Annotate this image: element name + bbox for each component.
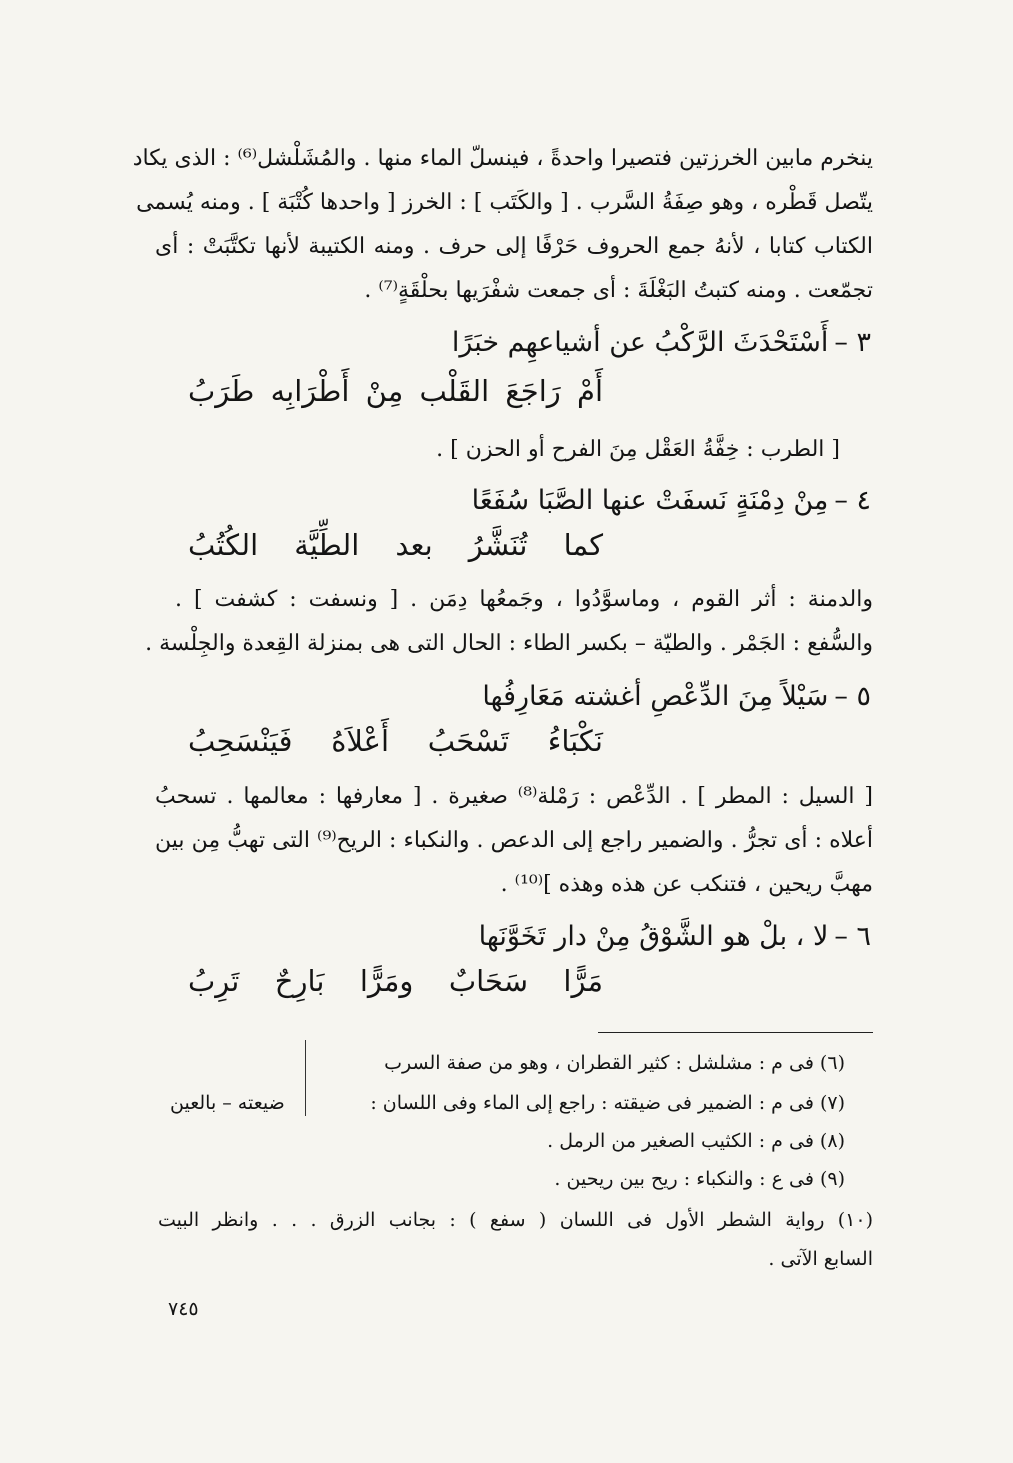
verse-4-first-hemistich: ٤ –مِنْ دِمْنَةٍ نَسفَتْ عنها الصَّبَا سُفَعًا: [471, 485, 871, 516]
footnote-8: (٨) فى م : الكثيب الصغير من الرمل .: [547, 1130, 845, 1152]
prose-line: والدمنة : أثر القوم ، وماسوَّدُوا ، وجَمعُها دِمَن . [ ونسفت : كشفت ] .: [175, 587, 873, 612]
verse-number: ٦ –: [834, 921, 871, 952]
footnote-7: (٧) فى م : الضمير فى ضيقته : راجع إلى الماء وفى اللسان :: [370, 1092, 845, 1114]
verse-5-first-hemistich: ٥ –سَيْلاً مِنَ الدِّعْصِ أغشته مَعَارِفُها: [482, 681, 871, 712]
footnote-9: (٩) فى ع : والنكباء : ريح بين ريحين .: [554, 1168, 845, 1190]
footnote-6: (٦) فى م : مشلشل : كثير القطران ، وهو من صفة السرب: [384, 1052, 845, 1074]
verse-6-second-hemistich: مَرًّا سَحَابٌ ومَرًّا بَارِحٌ تَرِبُ: [188, 964, 603, 998]
verse-3-second-hemistich: أَمْ رَاجَعَ القَلْب مِنْ أَطْرَابِه طَرَبُ: [188, 374, 604, 408]
footnote-rule: [598, 1032, 873, 1033]
verse-number: ٤ –: [834, 485, 871, 516]
prose-line: [ السيل : المطر ] . الدِّعْص : رَمْلة⁽⁸⁾ صغيرة . [ معارفها : معالمها . تسحبُ: [155, 784, 873, 809]
prose-line: تجمّعت . ومنه كتبتُ البَغْلَةَ : أى جمعت شفْرَيها بحلْقَةٍ⁽⁷⁾ .: [364, 278, 873, 303]
verse-5-second-hemistich: نَكْبَاءُ تَسْحَبُ أَعْلاَهُ فَيَنْسَحِبُ: [188, 724, 603, 758]
verse-3-first-hemistich: ٣ –أَسْتَحْدَثَ الرَّكْبُ عن أشياعهِم خبَرًا: [451, 327, 871, 358]
prose-line: يتّصل قَطْره ، وهو صِفَةُ السَّرب . [ والكَتَب ] : الخرز [ واحدها كُتْبَة ] . ومنه يُسمى: [136, 190, 873, 215]
verse-6-first-hemistich: ٦ –لا ، بلْ هو الشَّوْقُ مِنْ دار تَخَوَّنَها: [478, 921, 871, 952]
prose-line: ينخرم مابين الخرزتين فتصيرا واحدةً ، فينسلّ الماء منها . والمُشَلْشل⁽⁶⁾ : الذى يكاد: [132, 146, 873, 171]
footnote-7-side-note: ضيعته – بالعين: [170, 1092, 285, 1114]
footnote-10-continued: السابع الآتى .: [768, 1248, 873, 1270]
prose-line: أعلاه : أى تجرُّ . والضمير راجع إلى الدعص . والنكباء : الريح⁽⁹⁾ التى تهبُّ مِن بين: [155, 828, 873, 853]
prose-line: الكتاب كتابا ، لأنهُ جمع الحروف حَرْفًا إلى حرف . ومنه الكتيبة لأنها تكتَّبَتْ : أى: [155, 234, 873, 259]
page-number: ٧٤٥: [168, 1298, 199, 1320]
prose-line: والسُّفع : الجَمْر . والطيّة – بكسر الطاء : الحال التى هى بمنزلة القِعدة والجِلْسة .: [145, 631, 873, 656]
prose-line: مهبَّ ريحين ، فتنكب عن هذه وهذه ]⁽¹⁰⁾ .: [500, 872, 873, 897]
verse-number: ٣ –: [834, 327, 871, 358]
verse-4-second-hemistich: كما تُنَشَّرُ بعد الطِّيَّة الكُتُبُ: [188, 528, 604, 562]
gloss-3: [ الطرب : خِفَّةُ العَقْل مِنَ الفرح أو الحزن ] .: [436, 437, 840, 462]
verse-number: ٥ –: [834, 681, 871, 712]
footnote-divider: [305, 1040, 306, 1116]
footnote-10: (١٠) رواية الشطر الأول فى اللسان ( سفع ) : بجانب الزرق . . . وانظر البيت: [158, 1209, 873, 1231]
